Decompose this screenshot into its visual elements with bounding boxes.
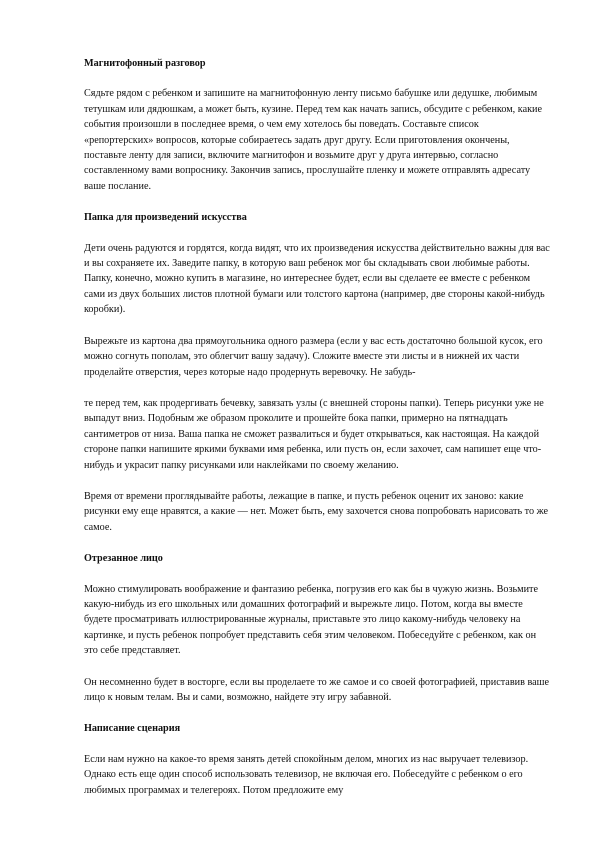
section-heading: Отрезанное лицо [84,553,163,565]
paragraph: Время от времени проглядывайте работы, лежащие в папке, и пусть ребенок оценит их заново: какие рисунки ему еще нравятся, а какие — нет. Может быть, ему захочется снова попробовать нарисовать то же самое. [84,490,549,533]
section-cut-face [84,551,550,705]
section-heading: Написание сценария [84,723,181,735]
document-page [84,56,550,814]
section-script-writing [84,721,550,798]
paragraph: Сядьте рядом с ребенком и запишите на магнитофонную ленту письмо бабушке или дедушке, любимым тетушкам или дядюшкам, а может быть, кузине. Перед тем как начать запись, обсудите с ребенком, какие события произошли в последнее время, о чем ему хотелось бы поведать. Составьте список «репортерских» вопросов, которые собираетесь задать друг другу. Если приготовления окончены, поставьте ленту для записи, включите магнитофон и возьмите друг у друга интервью, согласно составленному вами вопроснику. Закончив запись, прослушайте пленку и можете отправлять адресату ваше послание. [84,88,543,192]
paragraph: Можно стимулировать воображение и фантазию ребенка, погрузив его как бы в чужую жизнь. Возьмите какую-нибудь из его школьных или домашних фотографий и вырежьте лицо. Потом, когда вы вместе будете просматривать иллюстрированные журналы, приставьте это лицо какому-нибудь человеку на картинке, и пусть ребенок попробует представить себя этим человеком. Побеседуйте с ребенком, как он это себе представляет. [84,583,539,657]
paragraph: Дети очень радуются и гордятся, когда видят, что их произведения искусства действительно важны для вас и вы сохраняете их. Заведите папку, в которую ваш ребенок мог бы складывать свои любимые работы. Папку, конечно, можно купить в магазине, но интереснее будет, если вы сделаете ее вместе с ребенком сами из двух больших листов плотной бумаги или толстого картона (например, две стороны какой-нибудь коробки). [84,242,550,316]
section-art-folder [84,210,550,535]
section-heading: Папка для произведений искусства [84,212,247,224]
paragraph: Вырежьте из картона два прямоугольника одного размера (если у вас есть достаточно большой кусок, его можно согнуть пополам, это облегчит вашу задачу). Сложите вместе эти листы и в нижней их части проделайте отверстия, через которые надо продернуть веревочку. Не забудь- [84,335,543,378]
paragraph: Он несомненно будет в восторге, если вы проделаете то же самое и со своей фотографией, приставив ваше лицо к новым телам. Вы и сами, возможно, найдете эту игру забавной. [84,676,550,703]
paragraph: Если нам нужно на какое-то время занять детей спокойным делом, многих из нас выручает телевизор. Однако есть еще один способ использовать телевизор, не включая его. Побеседуйте с ребенком о его любимых программах и телегероях. Потом предложите ему [84,753,529,796]
paragraph: те перед тем, как продергивать бечевку, завязать узлы (с внешней стороны папки). Теперь рисунки уже не выпадут вниз. Подобным же образом проколите и прошейте бока папки, примерно на пятнадцать сантиметров от низа. Ваша папка не сможет развалиться и будет открываться, как настоящая. На каждой стороне папки напишите яркими буквами имя ребенка, или пусть он, если захочет, сам напишет еще что-нибудь и украсит папку рисунками или наклейками по своему желанию. [84,397,544,471]
section-heading: Магнитофонный разговор [84,58,206,69]
section-tape-conversation [84,56,550,194]
